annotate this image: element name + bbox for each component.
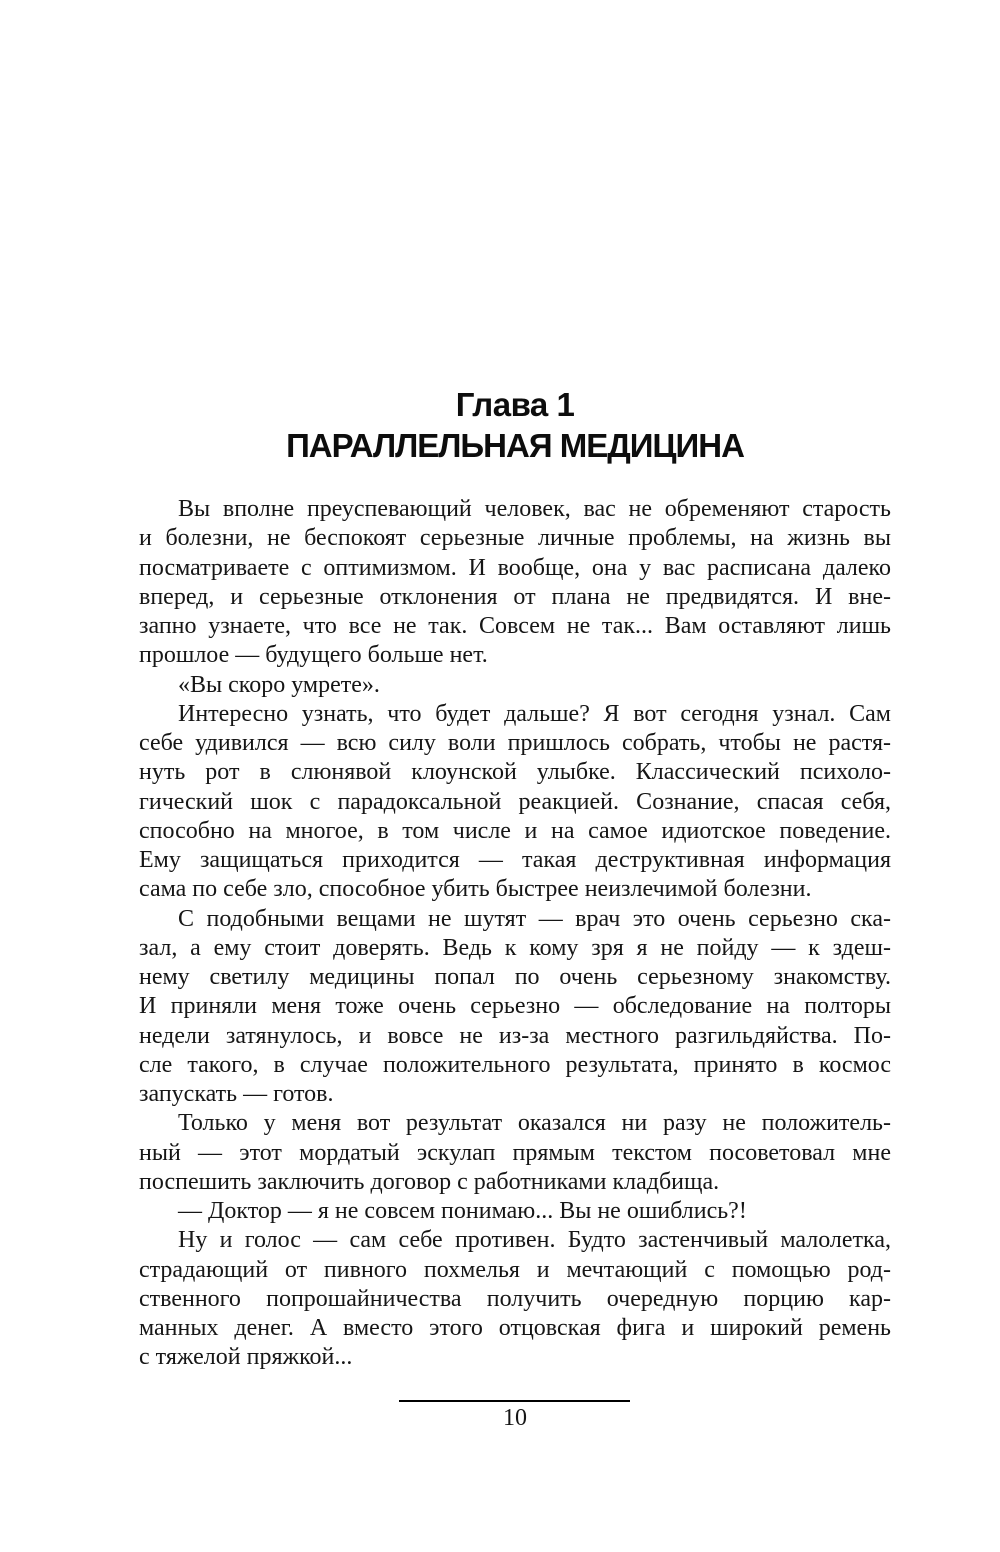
paragraph	[139, 495, 891, 671]
paragraph	[139, 1109, 891, 1197]
text-line: И приняли меня тоже очень серьезно — обследование на полторы	[139, 993, 891, 1020]
text-line: страдающий от пивного похмелья и мечтающий с помощью род-	[139, 1256, 891, 1283]
paragraph	[139, 1226, 891, 1372]
chapter-title: ПАРАЛЛЕЛЬНАЯ МЕДИЦИНА	[286, 427, 744, 464]
text-line: ный — этот мордатый эскулап прямым текстом посоветовал мне	[139, 1139, 891, 1166]
text-line: запускать — готов.	[139, 1081, 334, 1107]
text-line: сле такого, в случае положительного результата, принято в космос	[139, 1051, 891, 1078]
text-line: и болезни, не беспокоят серьезные личные проблемы, на жизнь вы	[139, 525, 891, 552]
text-line: поспешить заключить договор с работниками кладбища.	[139, 1168, 720, 1195]
page-number: 10	[503, 1405, 527, 1431]
text-line: себе удивился — всю силу воли пришлось собрать, чтобы не растя-	[139, 730, 891, 756]
chapter-number: Глава 1	[455, 386, 575, 423]
text-line: манных денег. А вместо этого отцовская фига и широкий ремень	[139, 1315, 891, 1341]
text-line: Вы вполне преуспевающий человек, вас не обременяют старость	[178, 496, 891, 522]
text-line: Только у меня вот результат оказался ни разу не положитель-	[178, 1110, 891, 1137]
text-line: сама по себе зло, способное убить быстрее неизлечимой болезни.	[139, 876, 812, 903]
text-line: прошлое — будущего больше нет.	[139, 642, 488, 669]
text-line: способно на многое, в том числе и на самое идиотское поведение.	[139, 817, 891, 844]
text-line: запно узнаете, что все не так. Совсем не так... Вам оставляют лишь	[139, 613, 891, 639]
paragraph	[139, 905, 891, 1110]
text-line: С подобными вещами не шутят — врач это очень серьезно ска-	[178, 905, 891, 932]
text-line: Интересно узнать, что будет дальше? Я вот сегодня узнал. Сам	[178, 700, 891, 727]
text-line: Ему защищаться приходится — такая деструктивная информация	[139, 847, 891, 873]
text-line: недели затянулось, и вовсе не из-за местного разгильдяйства. По-	[139, 1022, 891, 1049]
text-line: Ну и голос — сам себе противен. Будто застенчивый малолетка,	[178, 1227, 891, 1254]
text-line: посматриваете с оптимизмом. И вообще, она у вас расписана далеко	[139, 554, 891, 581]
text-line: с тяжелой пряжкой...	[139, 1344, 353, 1371]
text-line: нуть рот в слюнявой клоунской улыбке. Классический психоло-	[139, 759, 891, 786]
paragraph	[139, 671, 891, 700]
text-line: гический шок с парадоксальной реакцией. Сознание, спасая себя,	[139, 788, 891, 815]
text-line: — Доктор — я не совсем понимаю... Вы не ошиблись?!	[178, 1198, 747, 1224]
chapter-heading	[139, 384, 891, 466]
text-line: нему светилу медицины попал по очень серьезному знакомству.	[139, 964, 891, 990]
footer-divider	[399, 1400, 630, 1402]
paragraph	[139, 700, 891, 905]
text-line: вперед, и серьезные отклонения от плана не предвидятся. И вне-	[139, 583, 891, 610]
paragraph	[139, 1197, 891, 1226]
text-line: зал, а ему стоит доверять. Ведь к кому зря я не пойду — к здеш-	[139, 934, 891, 961]
text-line: ственного попрошайничества получить очередную порцию кар-	[139, 1285, 891, 1312]
page-body	[139, 495, 891, 1373]
text-line: «Вы скоро умрете».	[178, 671, 380, 698]
